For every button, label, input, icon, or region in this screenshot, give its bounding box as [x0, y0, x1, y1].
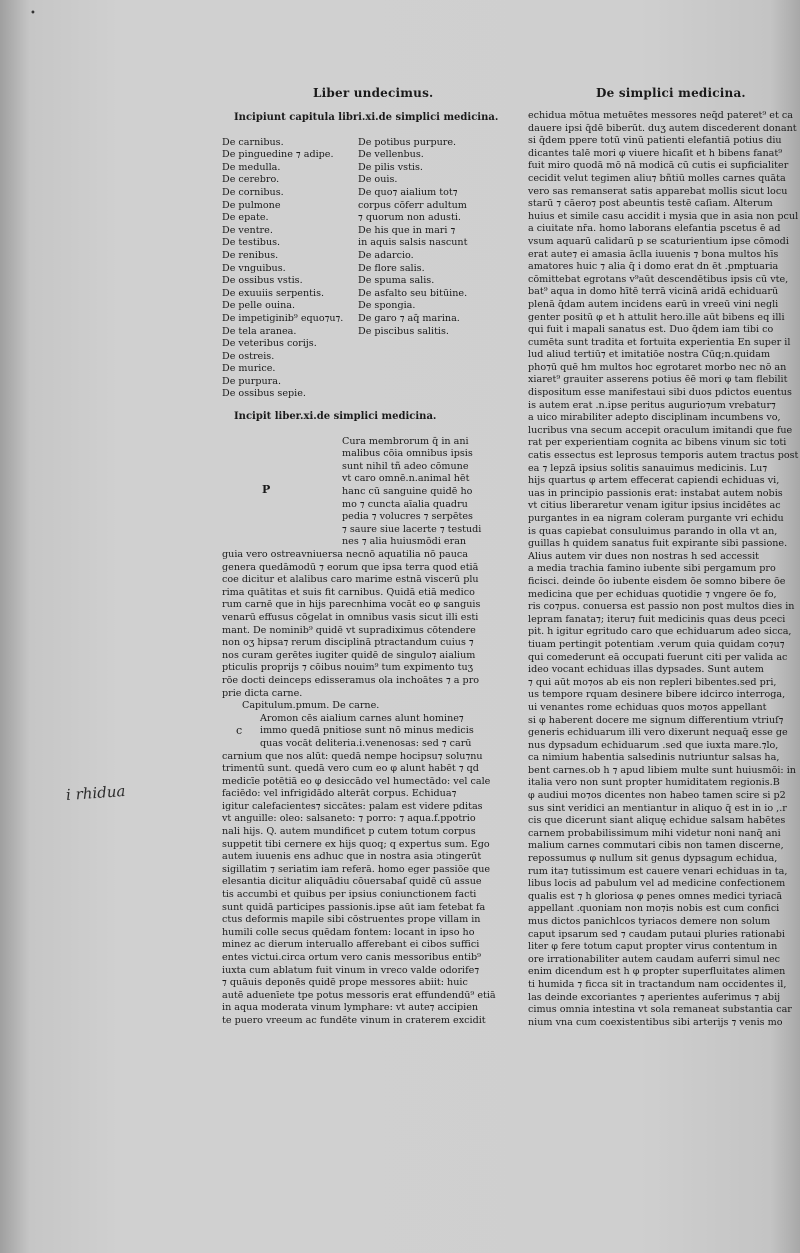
text-line: starū ⁊ cāero⁊ post abeuntis testē caſiam. Alterum	[528, 198, 773, 210]
text-line: rōe docti deinceps edisseramus ola inchoātes ⁊ a pro	[222, 674, 480, 686]
chapter-guide-letter: c	[236, 723, 243, 737]
text-line: cecidit velut tegimen aliu⁊ bñtiū molles carnes quāta	[528, 172, 786, 184]
text-line: mant. De nominib⁹ quidē vt supradiximus cōtendere	[222, 624, 476, 636]
text-line: fuit miro quodā mō nā modicā cū cutis ei supficialiter	[528, 160, 789, 172]
chapter-entry: De renibus.	[222, 249, 279, 261]
chapter-entry: ⁊ quorum non adusti.	[358, 212, 461, 224]
text-line: tis accumbi et quibus per ipsius coniunctionem facti	[222, 889, 477, 901]
chapter-entry: De ventre.	[222, 224, 273, 236]
text-line: vsum aquarū calidarū p se scaturientium ipse cōmodi	[528, 235, 789, 247]
chapter-entry: De veteribus corijs.	[222, 338, 317, 350]
text-line: ideo vocant echiduas illas dypsades. Sunt autem	[528, 664, 764, 676]
text-line: trimentū sunt. quedā vero cum eo φ alunt habēt ⁊ qd	[222, 763, 479, 775]
chapter-entry	[358, 351, 470, 364]
text-line: autē aduenīete tpe potus messoris erat effundendū⁹ etiā	[222, 989, 496, 1001]
chapter-entry	[358, 376, 470, 389]
text-line: mo ⁊ cuncta aīalia quadru	[342, 498, 468, 510]
text-line: cimus omnia intestina vt sola remaneat substantia car	[528, 1004, 792, 1016]
text-line: suppetit tibi cernere ex hijs quoq; q expertus sum. Ego	[222, 838, 490, 850]
chapter-entry: De impetiginib⁹ equo⁊u⁊.	[222, 312, 344, 324]
text-line: tiuam pertingit potentiam .verum quia quidam co⁊u⁊	[528, 638, 785, 650]
text-line: echidua mōtua metuētes messores neq̄d pateret⁹ et ca	[528, 110, 793, 121]
text-line: non oʒ hipsa⁊ rerum disciplinā ptractandum cuius ⁊	[222, 637, 474, 649]
text-line: ore irrationabiliter autem caudam auferri simul nec	[528, 953, 781, 965]
text-line: ea ⁊ lepzā ipsius solitis sanauimus medicinis. Lu⁊	[528, 462, 768, 474]
text-line: las deinde excoriantes ⁊ aperientes auferimus ⁊ abij	[528, 991, 781, 1003]
text-line: φ audiui mo⁊os dicentes non habeo tamen scire si p2	[528, 790, 786, 802]
text-line: qui fuit i mapali sanatus est. Duo q̄dem iam tibi co	[528, 324, 774, 336]
text-line: hanc cū sanguine quidē ho	[342, 486, 473, 498]
text-line: Alius autem vir dues non nostras h sed accessit	[528, 550, 760, 562]
text-line: huius et simile casu accidit i mysia que in asia non pcul	[528, 210, 799, 222]
opening-narrow-text	[342, 435, 482, 549]
chapter-entry: De pulmone	[222, 199, 281, 211]
text-line: ui venantes rome echiduas quos mo⁊os appellant	[528, 701, 767, 713]
opening-block	[222, 435, 482, 549]
text-line: ctus deformis mapile sibi cōstruentes prope villam in	[222, 914, 481, 926]
text-line: nes ⁊ alia huiusmōdi eran	[342, 536, 467, 548]
text-line: ti humida ⁊ ficca sit in tractandum nam occidentes il,	[528, 978, 787, 990]
chapter-entry: De pinguedine ⁊ adipe.	[222, 149, 334, 161]
right-column	[528, 110, 799, 1029]
text-line: hijs quartus φ artem effecerat capiendi echiduas vi,	[528, 475, 780, 487]
chapter-narrow-text	[260, 712, 474, 751]
text-line: purgantes in ea nigram coleram purgante vri echidu	[528, 513, 784, 524]
text-line: nos curam gerētes iugiter quidē de singulo⁊ aialium	[222, 649, 476, 661]
text-line: medicina que per echiduas quotidie ⁊ vngere ōe fo,	[528, 588, 777, 600]
text-line: libus locis ad pabulum vel ad medicine confectionem	[528, 878, 786, 890]
chapter-entry: De vnguibus.	[222, 262, 286, 274]
chapter-entry: De potibus purpure.	[358, 136, 457, 148]
text-line: nali hijs. Q. autem mundificet p cutem totum corpus	[222, 826, 476, 838]
text-line: cōmittebat egrotans v⁹aūt descendētibus ipsis cū vte,	[528, 273, 789, 285]
text-line: a media trachia famino iubente sibi pergamum pro	[528, 563, 776, 575]
incipit-capitula: Incipiunt capitula libri.xi.de simplici medicina.	[234, 112, 499, 123]
text-line: guillas h quidem sanatus fuit expirante sibi passione.	[528, 538, 788, 550]
text-line: pho⁊ū quē hm multos hoc egrotaret morbo nec nō an	[528, 361, 787, 373]
chapter-entry: De ostreis.	[222, 350, 275, 362]
text-line: catis essectus est leprosus temporis autem tractus post	[528, 450, 799, 462]
text-line: liter φ fere totum caput propter virus contentum in	[528, 941, 778, 953]
text-line: quas vocāt deliteria.i.venenosas: sed ⁊ carū	[260, 737, 472, 749]
text-line: iuxta cum ablatum fuit vinum in vreco valde odorife⁊	[222, 964, 480, 976]
text-line: rat per experientiam cognita ac bibens vinum sic toti	[528, 437, 787, 449]
text-line: rima quātitas et suis fit carnibus. Quidā etiā medico	[222, 586, 475, 598]
chapter-entry: De tela aranea.	[222, 325, 297, 337]
text-line: immo quedā pnitiose sunt nō minus medicis	[260, 725, 474, 737]
text-line: rum ita⁊ tutissimum est cauere venari echiduas in ta,	[528, 865, 788, 877]
text-line: igitur calefacientes⁊ siccātes: palam est videre pditas	[222, 800, 483, 812]
chapter-entry: De ouis.	[358, 174, 398, 186]
text-line: sus sint veridici an mentiantur in aliquo q̄ est in io ,.r	[528, 802, 787, 814]
text-line: lud aliud tertiū⁊ et imitatiōe nostra Cūq;n.quidam	[528, 349, 771, 361]
text-line: rum carnē que in hijs parecnhima vocāt eo φ sanguis	[222, 599, 481, 611]
text-line: is quas capiebat consuluimus parando in olla vt an,	[528, 525, 778, 537]
text-line: qualis est ⁊ h gloriosa φ penes omnes medici tyriacā	[528, 890, 783, 902]
text-line: pticulis proprijs ⁊ cōibus nouim⁹ tum expimento tuʒ	[222, 662, 474, 674]
chapter-entry: De adarcio.	[358, 249, 414, 261]
text-line: faciēdo: vel infrigidādo alterāt corpus. Echidua⁊	[222, 788, 457, 800]
chapter-entry	[358, 338, 470, 351]
incipit-liber: Incipit liber.xi.de simplici medicina.	[234, 411, 437, 423]
text-line: ⁊ quāuis deponēs quidē prope messores abiit: huic	[222, 977, 468, 989]
text-line: xiaret⁹ grauiter asserens potius ēē mori φ tam flebilit	[528, 374, 788, 386]
chapter-entry: De carnibus.	[222, 136, 284, 148]
chapter-entry	[358, 363, 470, 376]
text-line: amatores huic ⁊ alia q̄ i domo erat dn ēt .pmptuaria	[528, 261, 779, 273]
text-line: lucribus vna secum accepit oraculum imitandi que fue	[528, 424, 793, 436]
text-line: italia vero non sunt propter humiditatem regionis.B	[528, 777, 780, 789]
chapter-entry: De quo⁊ aialium tot⁊	[358, 186, 458, 198]
text-line: minez ac dierum interuallo afferebant ei cibos suffici	[222, 939, 480, 951]
chapter-entry: corpus cōferr adultum	[358, 199, 467, 211]
text-line: cumēta sunt tradita et fortuita experientia En super il	[528, 336, 791, 348]
text-line: enim dicendum est h φ propter superfluitates alimen	[528, 966, 786, 978]
text-line: sunt quidā participes passionis.ipse aūt iam fetebat fa	[222, 901, 486, 913]
initial-guide-letter: P	[262, 482, 271, 496]
chapter-entry: De ossibus sepie.	[222, 388, 306, 400]
chapter-entry: De murice.	[222, 363, 276, 375]
chapter-entry: De purpura.	[222, 375, 282, 387]
text-line: plenā q̄dam autem incidens earū in vreeū vini negli	[528, 298, 779, 310]
chapter-entry: De vellenbus.	[358, 149, 424, 161]
text-line: genter positū φ et h attulit hero.ille aūt bibens eq illi	[528, 311, 785, 323]
text-line: coe dicitur et alalibus caro marime estnā viscerū plu	[222, 574, 479, 586]
chapter-entry: De asfalto seu bitūine.	[358, 287, 468, 299]
text-line: a ciuitate nr̄a. homo laborans elefantia pscetus ē ad	[528, 223, 781, 235]
text-line: repossumus φ nullum sit genus dypsagum echidua,	[528, 853, 778, 865]
text-line: ficisci. deinde ōo iubente eisdem ōe somno bibere ōe	[528, 575, 786, 587]
chapter-list	[222, 137, 467, 401]
text-line: dispositum esse manifestaui sibi duos pdictos euentus	[528, 387, 792, 399]
text-line: vt caro omnē.n.animal hēt	[342, 473, 470, 485]
text-line: entes victui.circa ortum vero canis messoribus entib⁹	[222, 952, 482, 963]
text-line: qui comederunt eā occupati fuerunt citi per valida ac	[528, 651, 788, 663]
text-line: prie dicta carne.	[222, 687, 303, 699]
text-line: ca nimium habentia salsedinis nutriuntur salsas ha,	[528, 752, 780, 764]
text-line: medicīe potētiā eo φ desiccādo vel humectādo: vel cale	[222, 775, 491, 787]
text-line: ris co⁊pus. conuersa est passio non post multos dies in	[528, 601, 795, 613]
text-line: humili colle secus quēdam fontem: locant in ipso ho	[222, 926, 475, 938]
text-line: Cura membrorum q̄ in ani	[342, 435, 469, 447]
text-line: uas in principio passionis erat: instabat autem nobis	[528, 487, 783, 499]
text-line: appellant .quoniam non mo⁊is nobis est cum confici	[528, 903, 780, 915]
chapter-entry: De his que in mari ⁊	[358, 224, 456, 236]
text-line: sigillatim ⁊ seriatim iam referā. homo eger passiōe que	[222, 863, 491, 875]
text-line: us tempore rquam desinere bibere idcirco interroga,	[528, 689, 786, 701]
text-line: venarū effusus cōgelat in omnibus vasis sicut illi esti	[222, 611, 479, 623]
chapter-entry: De piscibus salitis.	[358, 325, 449, 337]
chapter-entry: De garo ⁊ aq̄ marina.	[358, 312, 460, 324]
running-head-left: Liber undecimus.	[313, 86, 434, 100]
chapter-entry: De testibus.	[222, 237, 281, 249]
chapter-entry: De ossibus vstis.	[222, 275, 303, 287]
text-line: lepram fanata⁊; iteru⁊ fuit medicinis quas deus pceci	[528, 613, 786, 625]
text-line: bat⁹ aqua in domo hītē terrā vicinā aridā echiduarū	[528, 286, 779, 298]
chapter-entry: De epate.	[222, 212, 269, 224]
text-line: dauere ipsi q̄dē biberūt. duʒ autem discederent donant	[528, 122, 797, 134]
chapter-entry: De pelle ouina.	[222, 300, 296, 312]
chapter-wide-text	[222, 750, 496, 1028]
text-line: carnem probabilissimum mihi videtur noni nanq̄ ani	[528, 827, 781, 839]
text-line: dicantes talē mori φ viuere hicaſit et h bibens fanat⁹	[528, 147, 783, 159]
text-line: mus dictos panichlcos tyriacos demere non solum	[528, 916, 771, 927]
text-line: guia vero ostreavniuersa necnō aquatilia nō pauca	[222, 549, 468, 560]
left-column	[222, 112, 499, 1028]
running-head-right: De simplici medicina.	[596, 86, 746, 100]
text-line: generis echiduarum illi vero dixerunt nequaq̄ esse ge	[528, 727, 788, 739]
text-line: vt anguille: oleo: salsaneto: ⁊ porro: ⁊ aqua.f.ppotrio	[222, 813, 476, 825]
text-line: erat aute⁊ ei amasia āclla iuuenis ⁊ bona multos hīs	[528, 248, 779, 260]
chapter-entry: De exuuiis serpentis.	[222, 287, 325, 299]
text-line: ⁊ saure siue lacerte ⁊ testudi	[342, 523, 482, 535]
text-line: carnium que nos alūt: quedā nempe hocipsu⁊ solu⁊nu	[222, 750, 483, 762]
text-line: vero sas remanserat satis apparebat mollis sicut locu	[528, 185, 788, 197]
text-line: cis que dicerunt siant aliquę echidue salsam habētes	[528, 815, 786, 827]
text-line: genera quedāmodū ⁊ eorum que ipsa terra quod etiā	[222, 561, 479, 573]
text-line: te puero vreeum ac fundēte vinum in craterem excidit	[222, 1014, 486, 1026]
text-line: pit. h igitur egritudo caro que echiduarum adeo sicca,	[528, 626, 792, 638]
text-line: nium vna cum coexistentibus sibi arterijs ⁊ venis mo	[528, 1016, 783, 1028]
handwritten-marginalia: i rhidua	[65, 781, 126, 805]
chapter-entry: De cornibus.	[222, 186, 284, 198]
text-line: autem iuuenis ens adhuc que in nostra asia ɔtingerūt	[222, 851, 482, 863]
chapter-entry: De pilis vstis.	[358, 161, 423, 173]
text-line: nus dypsadum echiduarum .sed que iuxta mare.⁊lo,	[528, 739, 779, 751]
chapter-entry: De medulla.	[222, 161, 281, 173]
text-line: is autem erat .n.ipse peritus augurio⁊um vrebatur⁊	[528, 399, 776, 411]
text-line: in aqua moderata vinum lymphare: vt aute⁊ accipien	[222, 1002, 479, 1014]
text-line: malibus cōia omnibus ipsis	[342, 448, 473, 460]
chapter-block	[222, 712, 474, 751]
chapter-heading: Capitulum.pmum. De carne.	[242, 700, 380, 712]
chapter-entry: in aquis salsis nascunt	[358, 237, 468, 249]
chapter-entry	[358, 388, 470, 401]
text-line: ⁊ qui aūt mo⁊os ab eis non repleri bibentes.sed pri,	[528, 676, 777, 688]
text-line: malium carnes commutari cibis non tamen discerne,	[528, 840, 784, 852]
chapter-entry: De spongia.	[358, 300, 416, 312]
text-line: vt citius liberaretur venam igitur ipsius incidētes ac	[528, 500, 781, 512]
text-line: elesantia dicitur aliquādiu cōuersabaſ quidē cū assue	[222, 876, 482, 888]
chapter-entry: De cerebro.	[222, 174, 280, 186]
text-line: a uico mirabiliter adepto disciplinam incumbens vo,	[528, 412, 781, 424]
text-line: caput ipsarum sed ⁊ caudam putaui pluries rationabi	[528, 928, 785, 940]
corner-mark: •	[30, 8, 36, 19]
text-line: si q̄dem ppere totū vinū patienti elefantiā potius diu	[528, 135, 782, 147]
text-line: bent carnes.ob h ⁊ apud libiem multe sunt huiusmōi: in	[528, 764, 796, 776]
text-line: sunt nihil tñ adeo cōmune	[342, 460, 469, 472]
text-line: si φ haberent docere me signum differentium vtriuſ⁊	[528, 714, 784, 726]
text-line: pedia ⁊ volucres ⁊ serpētes	[342, 511, 473, 523]
opening-wide-text	[222, 549, 481, 700]
chapter-entry: De flore salis.	[358, 262, 425, 274]
text-line: Aromon cēs aialium carnes alunt homine⁊	[260, 712, 464, 724]
chapter-entry: De spuma salis.	[358, 275, 435, 287]
